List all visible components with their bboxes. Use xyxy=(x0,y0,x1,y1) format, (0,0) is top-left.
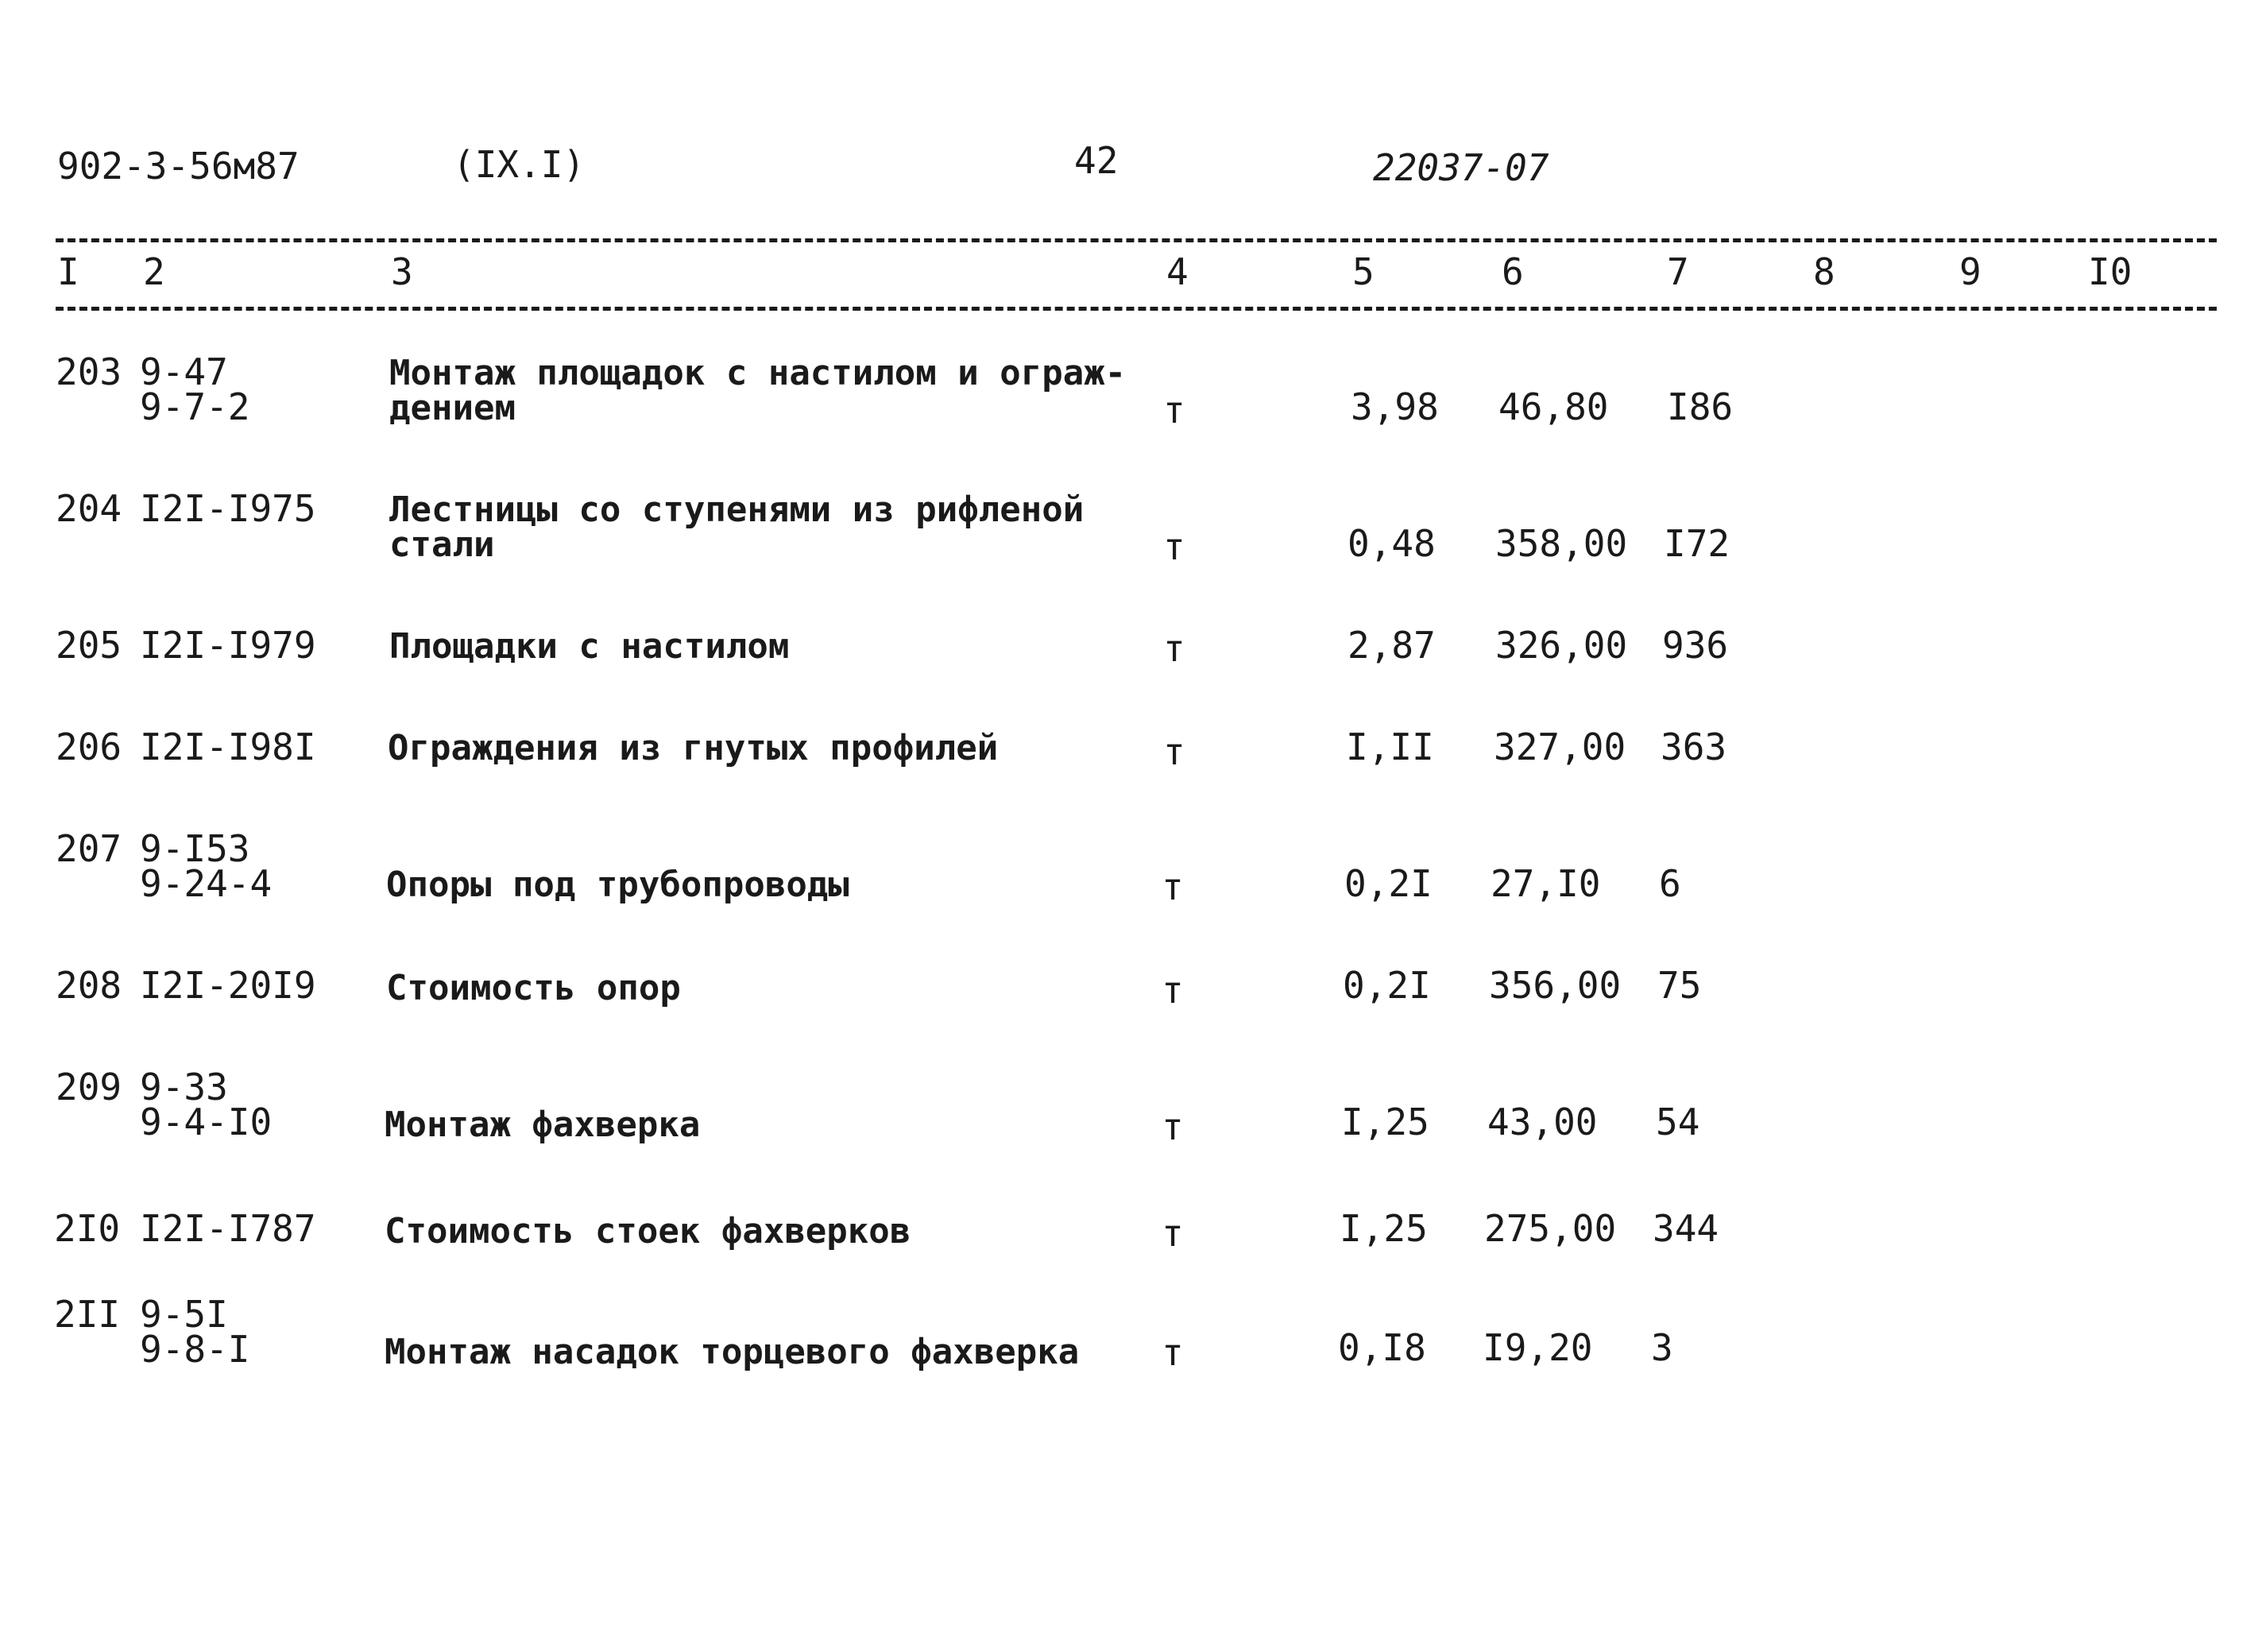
row-quantity: I,25 xyxy=(1341,1101,1429,1143)
row-code: I2I-I975 xyxy=(140,487,316,530)
column-header-8: 8 xyxy=(1813,250,1835,293)
row-number: 203 xyxy=(56,350,122,393)
column-header-3: 3 xyxy=(391,250,413,293)
row-code: 9-I53 xyxy=(140,827,250,870)
row-quantity: 0,48 xyxy=(1348,522,1436,565)
row-number: 2II xyxy=(54,1293,121,1336)
header-bottom-rule xyxy=(56,307,2217,311)
row-quantity: I,II xyxy=(1346,725,1434,768)
column-header-6: 6 xyxy=(1502,250,1524,293)
row-unit: т xyxy=(1163,389,1185,431)
row-total: I86 xyxy=(1667,385,1734,428)
row-number: 206 xyxy=(56,725,122,768)
row-description: Монтаж насадок торцевого фахверка xyxy=(385,1332,1080,1372)
header-top-rule xyxy=(56,238,2217,242)
row-price: 327,00 xyxy=(1494,725,1626,768)
row-code: 9-4-I0 xyxy=(140,1101,273,1143)
row-description: Стоимость опор xyxy=(386,968,681,1008)
row-quantity: 0,2I xyxy=(1344,862,1433,905)
row-unit: т xyxy=(1163,627,1185,670)
column-header-4: 4 xyxy=(1166,250,1189,293)
row-unit: т xyxy=(1162,969,1184,1012)
row-price: 356,00 xyxy=(1489,964,1622,1007)
row-description: дением xyxy=(389,388,516,428)
row-total: 936 xyxy=(1662,624,1729,667)
row-unit: т xyxy=(1162,865,1184,908)
row-quantity: 3,98 xyxy=(1351,385,1439,428)
row-quantity: I,25 xyxy=(1340,1207,1428,1250)
row-price: 358,00 xyxy=(1495,522,1628,565)
row-number: 207 xyxy=(56,827,122,870)
row-quantity: 2,87 xyxy=(1348,624,1436,667)
row-price: 43,00 xyxy=(1487,1101,1598,1143)
row-total: 3 xyxy=(1651,1326,1673,1369)
row-description: Лестницы со ступенями из рифленой xyxy=(389,489,1085,530)
row-unit: т xyxy=(1163,525,1185,568)
row-number: 209 xyxy=(56,1066,122,1108)
page-number: 42 xyxy=(1074,139,1119,182)
column-header-9: 9 xyxy=(1959,250,1982,293)
row-price: 326,00 xyxy=(1495,624,1628,667)
row-description: Ограждения из гнутых профилей xyxy=(388,728,999,768)
section-number: (IX.I) xyxy=(453,143,586,186)
row-description: стали xyxy=(389,524,495,565)
row-unit: т xyxy=(1163,730,1185,773)
row-code: 9-33 xyxy=(140,1066,228,1108)
row-description: Площадки с настилом xyxy=(389,626,790,667)
row-quantity: 0,I8 xyxy=(1338,1326,1426,1369)
row-total: I72 xyxy=(1664,522,1730,565)
row-code: 9-5I xyxy=(140,1293,228,1336)
row-unit: т xyxy=(1162,1105,1184,1148)
row-total: 344 xyxy=(1653,1207,1719,1250)
row-description: Опоры под трубопроводы xyxy=(386,865,849,905)
row-total: 54 xyxy=(1656,1101,1700,1143)
row-number: 2I0 xyxy=(54,1207,121,1250)
column-header-7: 7 xyxy=(1667,250,1689,293)
row-total: 6 xyxy=(1659,862,1681,905)
row-price: I9,20 xyxy=(1483,1326,1593,1369)
row-code: 9-47 xyxy=(140,350,228,393)
row-code: 9-8-I xyxy=(140,1328,250,1371)
row-code: I2I-20I9 xyxy=(140,964,316,1007)
row-price: 275,00 xyxy=(1484,1207,1617,1250)
row-number: 208 xyxy=(56,964,122,1007)
column-header-10: I0 xyxy=(2088,250,2132,293)
row-code: 9-7-2 xyxy=(140,385,250,428)
column-header-1: I xyxy=(57,250,79,293)
row-unit: т xyxy=(1162,1331,1184,1374)
row-price: 27,I0 xyxy=(1491,862,1601,905)
column-header-2: 2 xyxy=(143,250,165,293)
row-price: 46,80 xyxy=(1498,385,1609,428)
row-total: 363 xyxy=(1661,725,1727,768)
drawing-number: 22037-07 xyxy=(1373,146,1549,189)
row-description: Монтаж площадок с настилом и ограж- xyxy=(389,353,1127,393)
row-code: 9-24-4 xyxy=(140,862,273,905)
row-description: Стоимость стоек фахверков xyxy=(385,1211,911,1252)
row-code: I2I-I787 xyxy=(140,1207,316,1250)
row-code: I2I-I979 xyxy=(140,624,316,667)
column-header-5: 5 xyxy=(1352,250,1375,293)
document-code: 902-3-56м87 xyxy=(57,145,300,188)
row-number: 205 xyxy=(56,624,122,667)
row-description: Монтаж фахверка xyxy=(385,1105,701,1145)
row-number: 204 xyxy=(56,487,122,530)
row-total: 75 xyxy=(1657,964,1702,1007)
row-unit: т xyxy=(1162,1212,1184,1255)
row-quantity: 0,2I xyxy=(1343,964,1431,1007)
row-code: I2I-I98I xyxy=(140,725,316,768)
